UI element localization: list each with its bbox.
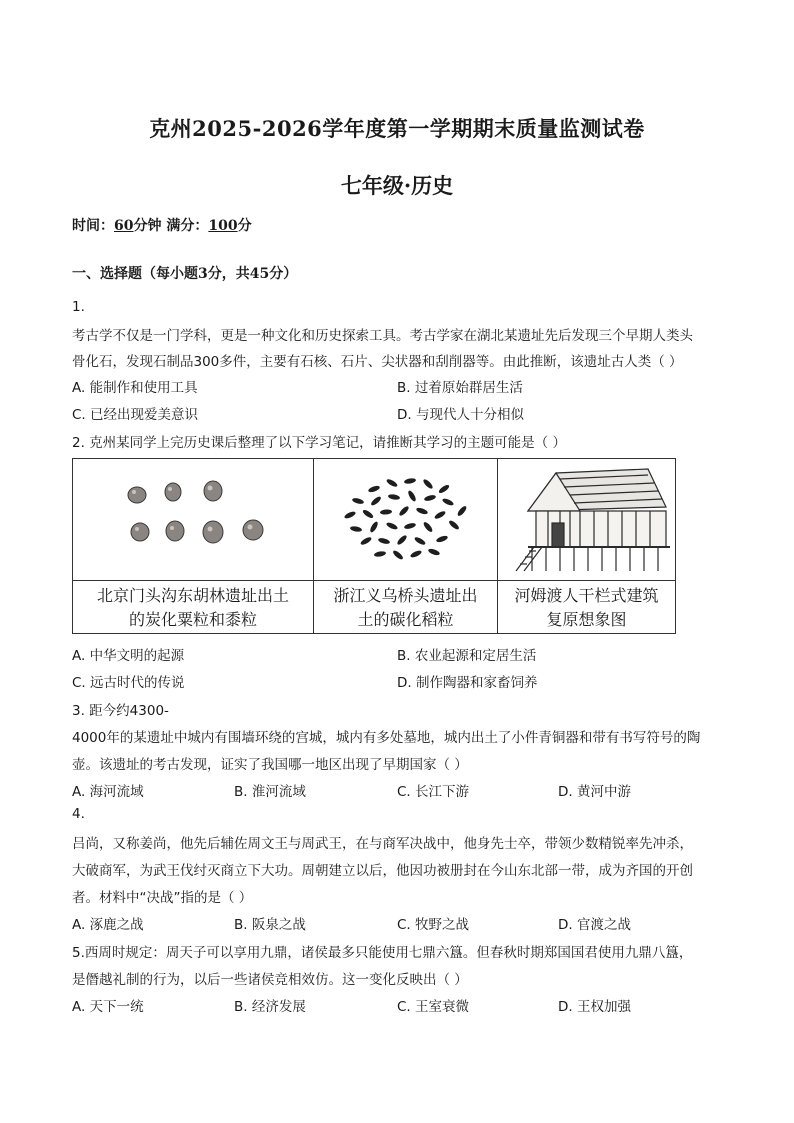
q5-text-line2: 是僭越礼制的行为，以后一些诸侯竞相效仿。这一变化反映出（ ）: [72, 972, 468, 988]
q2-option-a[interactable]: A. 中华文明的起源: [72, 648, 185, 664]
q2-option-c[interactable]: C. 远古时代的传说: [72, 675, 185, 691]
exam-title: 克州2025-2026学年度第一学期期末质量监测试卷: [149, 116, 645, 141]
q1-option-d[interactable]: D. 与现代人十分相似: [397, 407, 524, 423]
q3-text-line2: 4000年的某遗址中城内有围墙环绕的宫城，城内有多处墓地，城内出土了小件青铜器和带有书写符号的陶: [72, 730, 701, 746]
q2-option-d[interactable]: D. 制作陶器和家畜饲养: [397, 675, 538, 691]
q4-text-line2: 大破商军，为武王伐纣灭商立下大功。周朝建立以后，他因功被册封在今山东北部一带，成为齐国的开创: [72, 863, 693, 879]
millet-grains-image: [73, 459, 314, 580]
q3-option-d[interactable]: D. 黄河中游: [558, 784, 631, 800]
meta-suffix: 分: [237, 218, 252, 234]
q3-text-line3: 壶。该遗址的考古发现，证实了我国哪一地区出现了早期国家（ ）: [72, 757, 468, 773]
score-value: 100: [208, 218, 238, 234]
exam-meta: [72, 215, 252, 235]
caption-stilt-house-line1: 河姆渡人干栏式建筑: [514, 586, 659, 605]
q1-number: 1.: [72, 299, 85, 315]
figure-cell-millet: [73, 459, 314, 633]
caption-stilt-house-line2: 复原想象图: [546, 610, 627, 629]
q5-text-line1: 5.西周时规定：周天子可以享用九鼎，诸侯最多只能使用七鼎六簋。但春秋时期郑国国君使用九鼎八簋，: [72, 945, 693, 961]
caption-millet: [73, 580, 313, 633]
stilt-house-image: [498, 459, 675, 580]
rice-grains-image: [314, 459, 496, 580]
q1-text-line1: 考古学不仅是一门学科，更是一种文化和历史探索工具。考古学家在湖北某遗址先后发现三个早期人类头: [72, 328, 693, 344]
q4-option-d[interactable]: D. 官渡之战: [558, 917, 631, 933]
q2-figure-table: [72, 458, 676, 634]
caption-rice-line2: 土的碳化稻粒: [357, 610, 454, 629]
q3-text-line1: 3. 距今约4300-: [72, 703, 169, 719]
q5-option-a[interactable]: A. 天下一统: [72, 999, 144, 1015]
q5-option-d[interactable]: D. 王权加强: [558, 999, 631, 1015]
q3-option-b[interactable]: B. 淮河流域: [234, 784, 306, 800]
figure-cell-stilt-house: [498, 459, 675, 633]
exam-subtitle: 七年级·历史: [340, 173, 454, 198]
q3-option-a[interactable]: A. 海河流域: [72, 784, 144, 800]
q5-option-c[interactable]: C. 王室衰微: [397, 999, 470, 1015]
caption-millet-line1: 北京门头沟东胡林遗址出土: [96, 586, 289, 605]
q3-option-c[interactable]: C. 长江下游: [397, 784, 470, 800]
q4-option-c[interactable]: C. 牧野之战: [397, 917, 470, 933]
q1-option-b[interactable]: B. 过着原始群居生活: [397, 380, 523, 396]
q5-option-b[interactable]: B. 经济发展: [234, 999, 306, 1015]
meta-prefix: 时间：: [72, 218, 114, 234]
caption-rice: [314, 580, 497, 633]
q4-text-line3: 者。材料中“决战”指的是（ ）: [72, 890, 253, 906]
section-title: 一、选择题（每小题3分，共45分）: [72, 266, 298, 282]
q2-text: 2. 克州某同学上完历史课后整理了以下学习笔记，请推断其学习的主题可能是（ ）: [72, 435, 566, 451]
q4-option-a[interactable]: A. 涿鹿之战: [72, 917, 144, 933]
caption-stilt-house: [498, 580, 675, 633]
q1-option-c[interactable]: C. 已经出现爱美意识: [72, 407, 199, 423]
caption-rice-line1: 浙江义乌桥头遗址出: [333, 586, 478, 605]
q4-text-line1: 吕尚，又称姜尚，他先后辅佐周文王与周武王，在与商军决战中，他身先士卒，带领少数精锐率先冲杀，: [72, 836, 693, 852]
meta-mid: 分钟 满分：: [133, 218, 209, 234]
q4-option-b[interactable]: B. 阪泉之战: [234, 917, 306, 933]
q1-text-line2: 骨化石，发现石制品300多件，主要有石核、石片、尖状器和刮削器等。由此推断，该遗址古人类（ ）: [72, 354, 683, 370]
caption-millet-line2: 的炭化粟粒和黍粒: [128, 610, 257, 629]
q4-number: 4.: [72, 806, 85, 822]
figure-cell-rice: [314, 459, 498, 633]
q2-option-b[interactable]: B. 农业起源和定居生活: [397, 648, 537, 664]
q1-option-a[interactable]: A. 能制作和使用工具: [72, 380, 198, 396]
time-value: 60: [114, 218, 134, 234]
